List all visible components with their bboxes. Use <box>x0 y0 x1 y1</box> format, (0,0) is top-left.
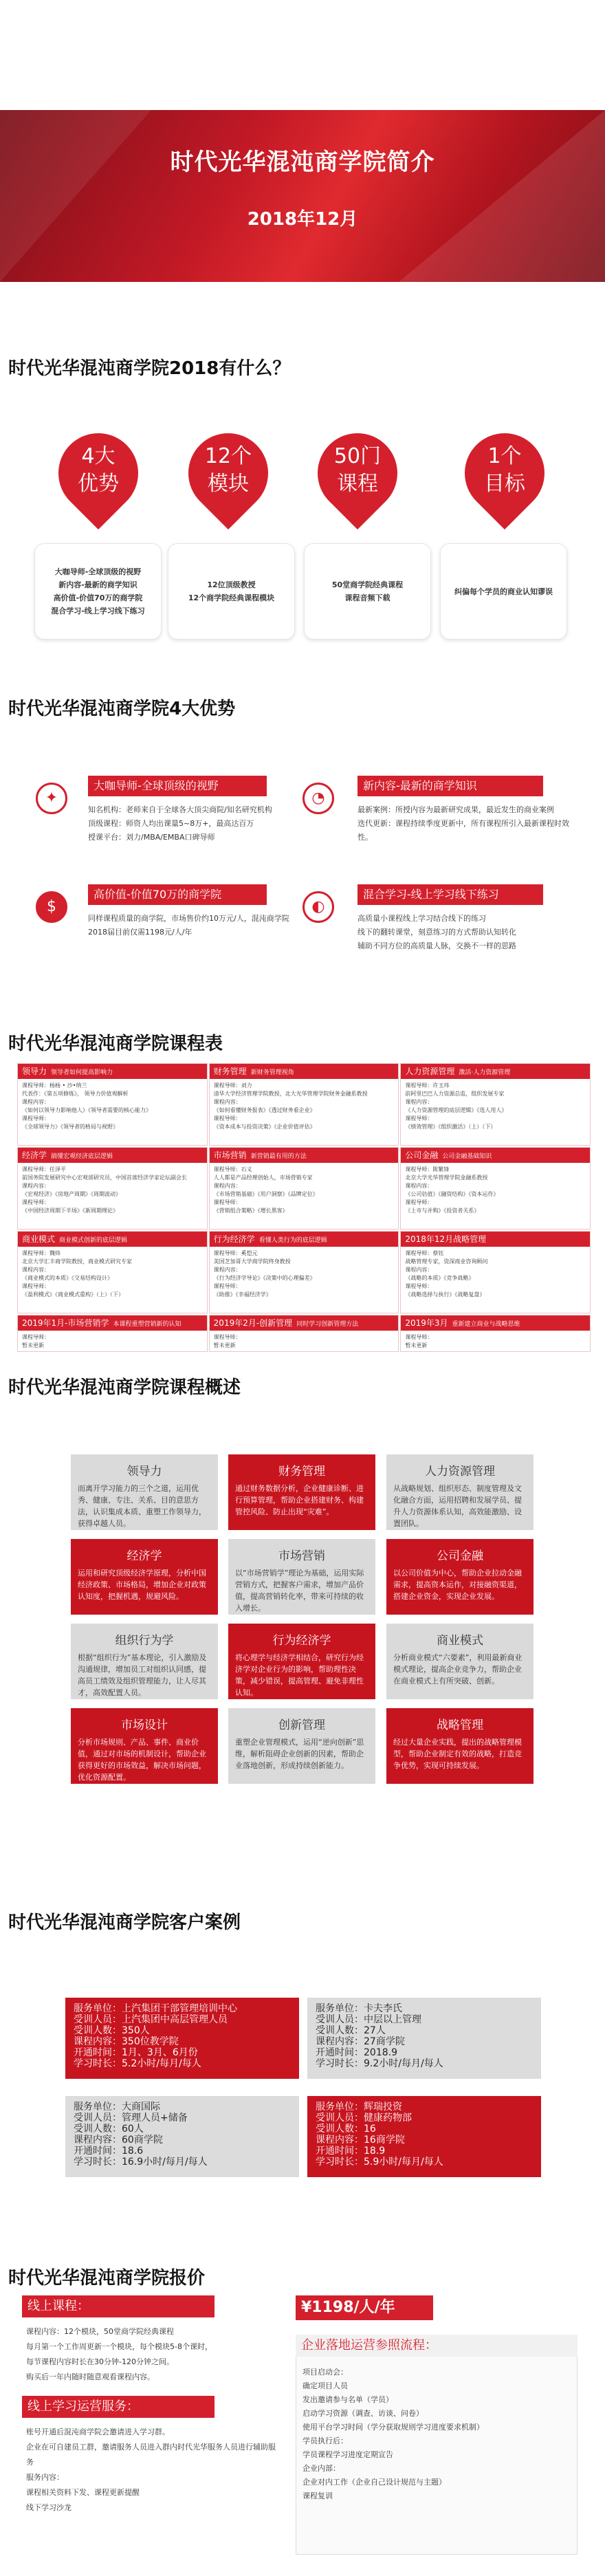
card-goal: 纠偏每个学员的商业认知谬误 <box>440 543 567 640</box>
pin-advantages <box>50 433 146 536</box>
schedule-row <box>16 1314 591 1353</box>
hero-facet <box>0 110 151 282</box>
section-title-what: 时代光华混沌商学院2018有什么？ <box>8 358 291 379</box>
clock-icon: ◔ <box>302 783 334 814</box>
schedule-cell: 2018年12月战略管理 课程导师：蔡钰 战略管理专家，资深商业咨询顾问 课程内容： 《战略的本质》《竞争战略》 课程导师： 《战略选择与执行》《战略复盘》 <box>400 1231 591 1313</box>
schedule-row <box>16 1062 591 1146</box>
online-course-head: 线上课程： <box>22 2295 214 2317</box>
course-tile: 行为经济学 将心理学与经济学相结合，研究行为经济学对企业行为的影响，帮助理性决策，减少错误，提高管理、避免非理性认知。 <box>228 1624 375 1699</box>
schedule-cell: 2019年3月 重新建立商业与战略思维 课程导师： 暂未更新 <box>400 1315 591 1352</box>
course-tile: 商业模式 分析商业模式“六要素”，利用最新商业模式理论，提高企业竞争力，帮助企业在商业模式上有所突破、创新。 <box>386 1624 534 1699</box>
pin-text: 4大 优势 <box>78 444 119 496</box>
schedule-cell-title: 2019年1月-市场营销学 <box>22 1318 109 1328</box>
client-case: 服务单位：辉瑞投资 受训人员：健康药物部 受训人数：16 课程内容：16商学院 开通时间：18.9 学习时长：5.9小时/每月/每人 <box>307 2096 541 2177</box>
advantage-body-mentor: 知名机构：老师来自于全球各大顶尖商院/知名研究机构 顶级课程：师资人均出课量5~8万+，最高达百万 授课平台：刘力/MBA/EMBA口碑导师 <box>88 805 272 842</box>
pin-courses <box>309 433 406 536</box>
course-tile: 领导力 而离开学习能力的三个之道，运用优秀、健康、专注、关系、目的意思方法，认识集成本质、重塑工作领导力，获得卓越人员。 <box>71 1454 218 1530</box>
section-title-advantages: 时代光华混沌商学院4大优势 <box>8 699 236 719</box>
schedule-cell-title: 2019年3月 <box>405 1318 448 1328</box>
schedule-row <box>16 1146 591 1230</box>
schedule-cell: 人力资源管理 激活·人力资源管理 课程导师：许玉玮 前阿里巴巴人力资源总监，组织发展专家 课程内容： 《人力资源管理的底层逻辑》《选人用人》 课程导师： 《绩效管理》《组织激活》（上）（下） <box>400 1063 591 1146</box>
client-case: 服务单位：大商国际 受训人员：管理人员+储备 受训人数：60人 课程内容：60商学院 开通时间：18.6 学习时长：16.9小时/每月/每人 <box>65 2096 299 2177</box>
schedule-cell: 公司金融 公司金融基础知识 课程导师：陈繁锋 北京大学光华管理学院金融系教授 课程内容： 《公司估值》《融资结构》《资本运作》 课程导师： 《上市与并购》《投资者关系》 <box>400 1147 591 1230</box>
card-modules: 12位顶级教授 12个商学院经典课程模块 <box>168 543 295 640</box>
pin-text: 1个 目标 <box>484 444 525 496</box>
price-badge: ¥1198/人/年 <box>296 2295 433 2320</box>
money-bag-icon: $ <box>36 891 67 923</box>
pin-text: 50门 课程 <box>333 444 382 496</box>
course-tile: 市场营销 以“市场营销学”理论为基础，运用实际营销方式，把握客户需求，增加产品价值，提高营销转化率，带来可持续的收入增长。 <box>228 1539 375 1615</box>
section-title-pricing: 时代光华混沌商学院报价 <box>8 2268 206 2289</box>
advantage-body-blended: 高质量小课程线上学习结合线下的练习 线下的翻转课堂，刻意练习的方式帮助认知转化 辅助不同方位的高质量人脉，交换不一样的思路 <box>358 914 516 950</box>
card-advantages: 大咖导师-全球顶级的视野 新内容-最新的商学知识 高价值-价值70万的商学院 混合学习-线上学习线下练习 <box>34 543 162 640</box>
schedule-cell: 财务管理 新财务管理视角 课程导师：刘力 清华大学经济管理学院教授，北大光华管理学院财务金融系教授 课程内容： 《如何看懂财务报表》《透过财务看企业》 课程导师： 《资本成本与投资决策》《企业价值评估》 <box>209 1063 399 1146</box>
section-title-schedule: 时代光华混沌商学院课程表 <box>8 1034 223 1054</box>
advantage-head-mentor: 大咖导师-全球顶级的视野 <box>88 776 267 796</box>
pin-modules <box>180 433 276 536</box>
schedule-cell: 商业模式 商业模式创新的底层逻辑 课程导师：魏炜 北京大学汇丰商学院教授，商业模式研究专家 课程内容： 《商业模式的本质》《交易结构设计》 课程导师： 《盈利模式》《商业模式重构》（上）（下） <box>17 1231 208 1313</box>
schedule-cell: 领导力 领导者如何提高影响力 课程导师：杨杨 • 沙•纳兰 代表作：《第五项修炼》， 领导力价值观解析 课程内容： 《如何以领导力影响他人》《领导者需要的核心能力》 课程导师： 《全球领导力》《领导者的格局与视野》 <box>17 1063 208 1146</box>
advantage-head-value: 高价值-价值70万的商学院 <box>88 884 267 905</box>
advantage-head-content: 新内容-最新的商学知识 <box>358 776 543 796</box>
course-tile: 创新管理 重塑企业管理模式，运用“逆向创新”思维，解析阻碍企业创新的因素，帮助企业落地创新，形成持续创新能力。 <box>228 1708 375 1784</box>
schedule-cell-title: 2019年2月-创新管理 <box>213 1318 293 1328</box>
schedule-cell: 市场营销 新营销最有用的方法 课程导师：石义 人人都是产品经理创始人，市场营销专家 课程内容： 《市场营销基础》《用户洞察》《品牌定位》 课程导师： 《营销组合策略》《增长黑客》 <box>209 1147 399 1230</box>
course-tile: 市场设计 分析市场规则、产品、事件、商业价值，通过对市场的机制设计，帮助企业获得更好的市场效益，解决市场问题，优化资源配置。 <box>71 1708 218 1784</box>
course-tile: 财务管理 通过财务数据分析，企业健康诊断、进行预算管理，帮助企业搭建财务、构建管控风险、防止出现“灾难”。 <box>228 1454 375 1530</box>
hero-banner <box>0 110 605 282</box>
course-tile: 公司金融 以公司价值为中心，帮助企业拉动金融需求，提高资本运作，对接融资渠道，搭建企业资金，实现企业发展。 <box>386 1539 534 1615</box>
hero-date: 2018年12月 <box>247 209 358 230</box>
schedule-cell-title: 2018年12月战略管理 <box>405 1234 487 1244</box>
pin-text: 12个 模块 <box>204 444 252 496</box>
course-tile: 战略管理 经过大量企业实践，提出的战略管理模型，帮助企业制定有效的战略，打造竞争优势，实现可持续发展。 <box>386 1708 534 1784</box>
schedule-cell-title: 商业模式 <box>22 1234 56 1244</box>
process-head: 企业落地运营参照流程： <box>296 2335 578 2357</box>
operations-service-details: 账号开通后混沌商学院会邀请进入学习群。 企业在可自建员工群，邀请服务人员进入群内时代光华服务人员进行辅助服务 服务内容： 课程相关资料下发、课程更新提醒 线下学习沙龙 <box>26 2427 276 2512</box>
mentor-icon: ✦ <box>36 783 67 814</box>
schedule-cell-title: 财务管理 <box>213 1067 247 1076</box>
schedule-cell-title: 领导力 <box>22 1067 47 1076</box>
schedule-cell-title: 行为经济学 <box>213 1234 255 1244</box>
schedule-cell: 行为经济学 看懂人类行为的底层逻辑 课程导师：奚恺元 美国芝加哥大学商学院终身教授 课程内容： 《行为经济学导论》《决策中的心理偏差》 课程导师： 《助推》《幸福经济学》 <box>209 1231 399 1313</box>
online-course-details: 课程内容：12个模块，50堂商学院经典课程 每月第一个工作周更新一个模块，每个模块5-8个课时， 每节课程内容时长在30分钟-120分钟之间。 购买后一年内随时随意观看课程内容。 <box>26 2327 212 2381</box>
pin-goal <box>456 433 553 536</box>
client-case: 服务单位：上汽集团干部管理培训中心 受训人员：上汽集团中高层管理人员 受训人数：350人 课程内容：350位教学院 开通时间：1月、3月、6月份 学习时长：5.2小时/每月/每人 <box>65 1998 299 2079</box>
schedule-cell: 2019年1月-市场营销学 本课程重塑营销新的认知 课程导师： 暂未更新 <box>17 1315 208 1352</box>
schedule-cell: 2019年2月-创新管理 同时学习创新管理方法 课程导师： 暂未更新 <box>209 1315 399 1352</box>
section-title-overview: 时代光华混沌商学院课程概述 <box>8 1377 241 1398</box>
section-title-cases: 时代光华混沌商学院客户案例 <box>8 1912 241 1933</box>
course-tile: 经济学 运用和研究顶级经济学原理，分析中国经济政策、市场格局，增加企业对政策认知度，把握机遇，规避风险。 <box>71 1539 218 1615</box>
advantage-body-value: 同样课程质量的商学院，市场售价约10万元/人，混沌商学院2018届目前仅需1198元/人/年 <box>88 914 289 937</box>
blended-learning-icon: ◐ <box>302 891 334 923</box>
course-schedule-table <box>16 1062 591 1353</box>
operations-service-head: 线上学习运营服务： <box>22 2396 214 2418</box>
schedule-cell-title: 经济学 <box>22 1150 47 1160</box>
advantage-body-content: 最新案例：所授内容为最新研究成果，最近发生的商业案例 迭代更新：课程持续季度更新中，所有课程所引入最新课程时效性。 <box>358 805 569 842</box>
course-tile: 组织行为学 根据“组织行为”基本理论，引入激励及沟通规律，增加员工对组织认同感，提高员工绩效及组织管理能力，让人尽其才，高效配置人员。 <box>71 1624 218 1699</box>
schedule-row <box>16 1230 591 1314</box>
hero-title: 时代光华混沌商学院简介 <box>170 149 435 176</box>
schedule-cell: 经济学 搞懂宏观经济底层逻辑 课程导师：任泽平 前国务院发展研究中心宏观部研究员，中国首席经济学家论坛副会长 课程内容： 《宏观经济》《房地产周期》《周期波动》 课程导师： 《中国经济周期下半场》《新周期理论》 <box>17 1147 208 1230</box>
schedule-cell-title: 市场营销 <box>213 1150 247 1160</box>
card-courses: 50堂商学院经典课程 课程音频下载 <box>304 543 431 640</box>
client-case: 服务单位：卡夫李氏 受训人员：中层以上管理 受训人数：27人 课程内容：27商学院 开通时间：2018.9 学习时长：9.2小时/每月/每人 <box>307 1998 541 2079</box>
process-details: 项目启动会： 确定项目人员 发出邀请参与名单（学员） 启动学习资源（调查、访谈、问卷） 使用平台学习时间（学分获取规则学习进度要求机制） 学员执行后： 学员课程学习进度定期宣告 企业内部： 企业对内工作（企业自己设计规范与主题） 课程复训 <box>302 2368 484 2500</box>
advantage-head-blended: 混合学习-线上学习线下练习 <box>358 884 543 905</box>
schedule-cell-title: 公司金融 <box>405 1150 439 1160</box>
hero-facet <box>399 110 605 282</box>
course-tile: 人力资源管理 从战略规划、组织形态、制度管理及文化融合方面，运用招聘和发展学员、提升人力资源体系认知，高效能激励、设置团队。 <box>386 1454 534 1530</box>
schedule-cell-title: 人力资源管理 <box>405 1067 455 1076</box>
